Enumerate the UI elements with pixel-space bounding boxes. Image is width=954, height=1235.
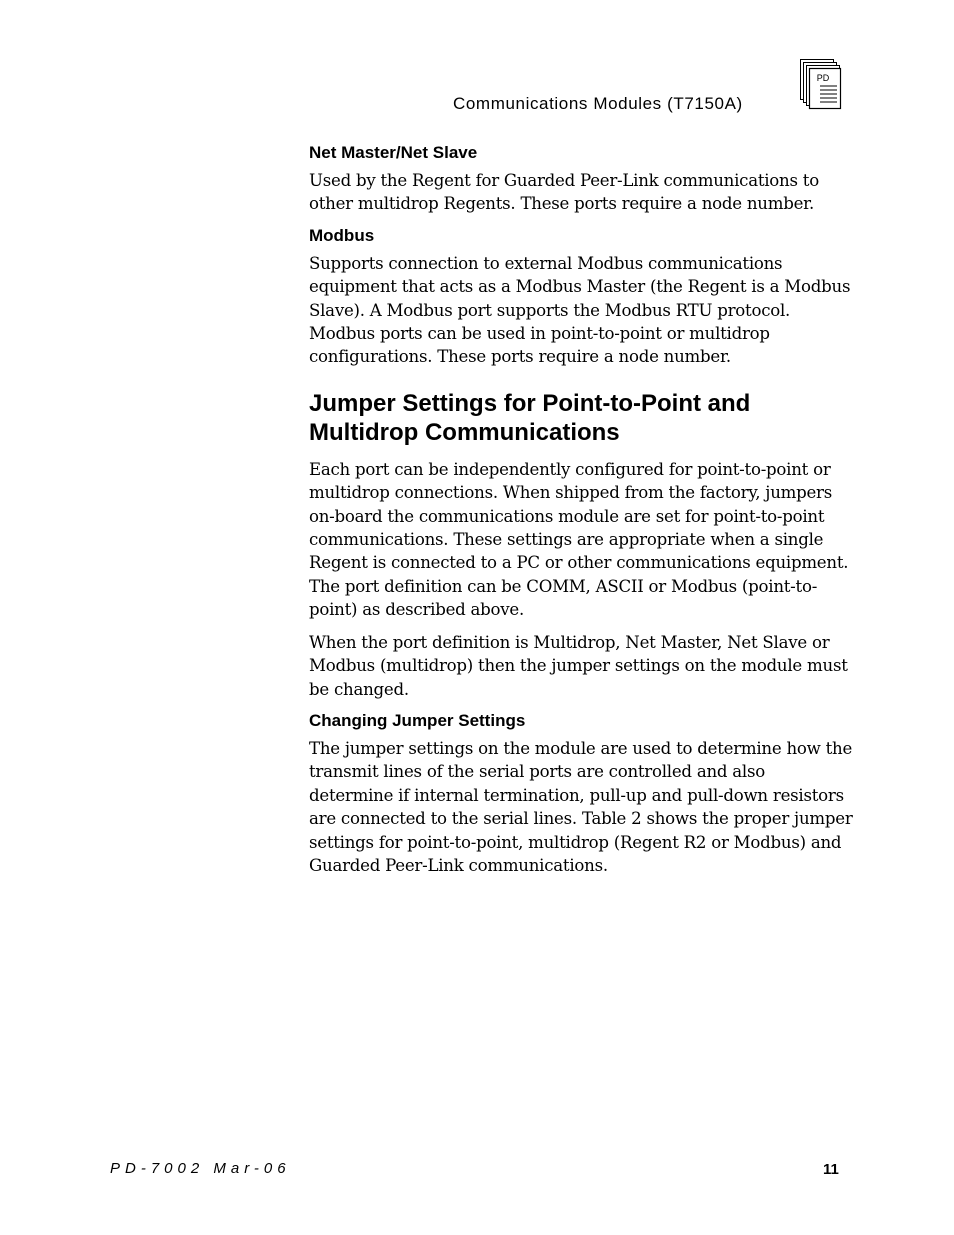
- heading-modbus: Modbus: [309, 225, 375, 245]
- footer-doc-id: PD-7002 Mar-06: [110, 1160, 291, 1177]
- paragraph-changing-jumper-settings: The jumper settings on the module are used to determine how the transmit lines of the serial ports are controlled and also determine if internal termination, pull-up and pull-down resistors are connected to the serial lines. Table 2 shows the proper jumper settings for point-to-point, multidrop (Regent R2 or Modbus) and Guarded Peer-Link communications.: [309, 738, 853, 875]
- heading-net-master-slave: Net Master/Net Slave: [309, 143, 478, 162]
- pd-document-logo-icon: [800, 59, 842, 111]
- running-header-title: Communications Modules (T7150A): [453, 94, 743, 113]
- logo-text: PD: [816, 73, 830, 83]
- page-body: [309, 142, 854, 886]
- paragraph-modbus: Supports connection to external Modbus communications equipment that acts as a Modbus Master (the Regent is a Modbus Slave). A Modbus port supports the Modbus RTU protocol. Modbus ports can be used in point-to-point or multidrop configurations. These ports require a node number.: [309, 253, 851, 367]
- heading-jumper-settings: Jumper Settings for Point-to-Point and Multidrop Communications: [309, 389, 751, 446]
- heading-changing-jumper-settings: Changing Jumper Settings: [309, 710, 526, 730]
- paragraph-jumper-settings-1: Each port can be independently configured for point-to-point or multidrop connections. When shipped from the factory, jumpers on-board the communications module are set for point-to-point communications. These settings are appropriate when a single Regent is connected to a PC or other communications equipment. The port definition can be COMM, ASCII or Modbus (point-to-point) as described above.: [309, 459, 849, 620]
- paragraph-jumper-settings-2: When the port definition is Multidrop, Net Master, Net Slave or Modbus (multidrop) then the jumper settings on the module must be changed.: [309, 632, 848, 699]
- paragraph-net-master-slave: Used by the Regent for Guarded Peer-Link communications to other multidrop Regents. These ports require a node number.: [309, 171, 819, 214]
- footer-page-number: 11: [823, 1161, 839, 1178]
